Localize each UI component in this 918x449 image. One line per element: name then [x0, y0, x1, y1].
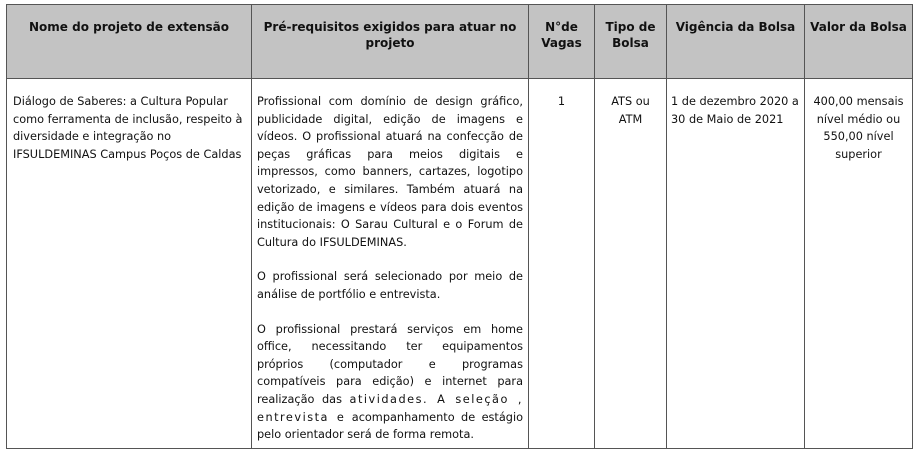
requirements-paragraph-3-text: O profissional prestará serviços em home office, necessitando ter equipamentos próprios (computador e programas compatíveis para edição) e internet para realização das [257, 322, 523, 406]
header-scholarship-type: Tipo de Bolsa [595, 5, 667, 79]
scholarship-table-container [6, 4, 912, 449]
cell-validity: 1 de dezembro 2020 a 30 de Maio de 2021 [667, 79, 805, 449]
header-vacancies: N°de Vagas [529, 5, 595, 79]
header-project-name: Nome do projeto de extensão [7, 5, 252, 79]
header-validity: Vigência da Bolsa [667, 5, 805, 79]
header-requirements: Pré-requisitos exigidos para atuar no projeto [252, 5, 529, 79]
requirements-tail-text: acompanhamento de estágio pelo orientador será de forma remota. [257, 410, 523, 442]
requirements-paragraph-3 [257, 321, 523, 444]
requirements-paragraph-2: O profissional será selecionado por meio de análise de portfólio e entrevista. [257, 270, 523, 301]
cell-project-name: Diálogo de Saberes: a Cultura Popular como ferramenta de inclusão, respeito à diversidade e integração no IFSULDEMINAS Campus Poços de Caldas [7, 79, 252, 449]
cell-requirements [252, 79, 529, 449]
table-header-row [7, 5, 913, 79]
scholarship-table [6, 4, 913, 449]
header-value: Valor da Bolsa [805, 5, 913, 79]
requirements-spaced-text: atividades. A seleção , entrevista e [257, 392, 524, 424]
cell-vacancies: 1 [529, 79, 595, 449]
requirements-paragraph-1: Profissional com domínio de design gráfico, publicidade digital, edição de imagens e vídeos. O profissional atuará na confecção de peças gráficas para meios digitais e impressos, como banners, cartazes, logotipo vetorizado, e similares. Também atuará na edição de imagens e vídeos para dois eventos institucionais: O Sarau Cultural e o Forum de Cultura do IFSULDEMINAS. [257, 95, 523, 249]
cell-scholarship-type: ATS ou ATM [595, 79, 667, 449]
table-row [7, 79, 913, 449]
cell-value: 400,00 mensais nível médio ou 550,00 nível superior [805, 79, 913, 449]
